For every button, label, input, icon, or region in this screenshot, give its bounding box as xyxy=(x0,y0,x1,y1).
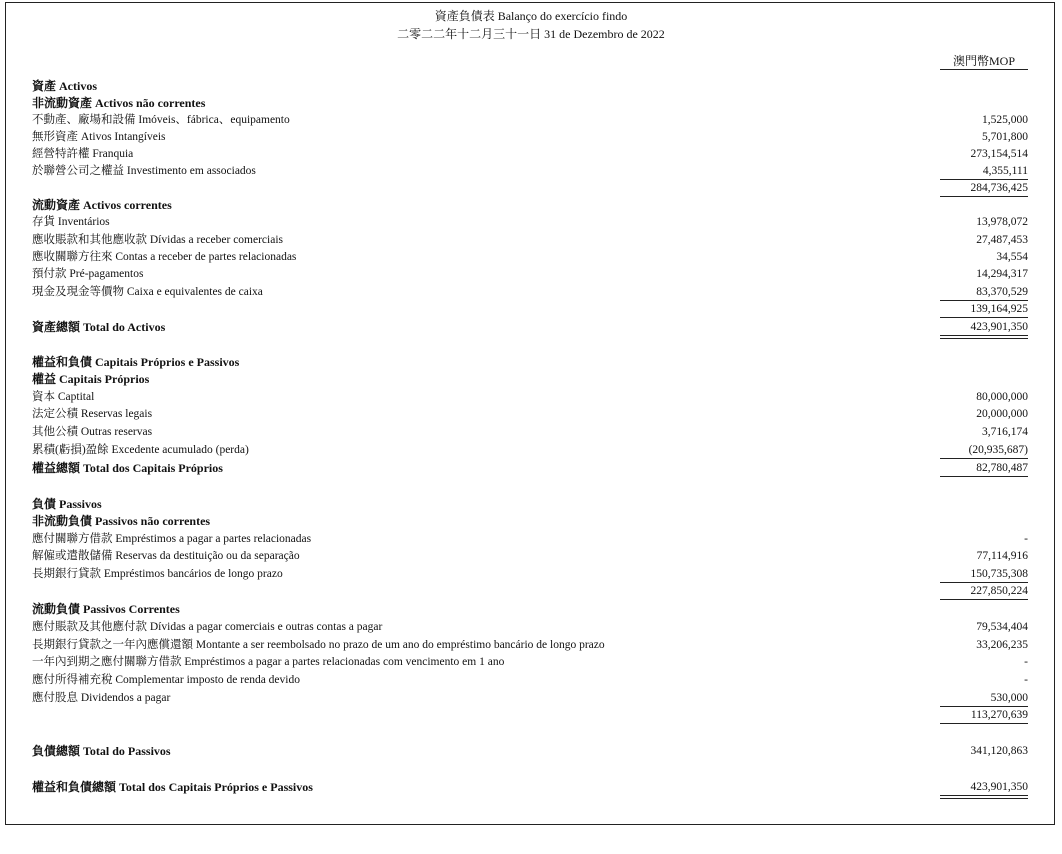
section-heading: 權益和負債 Capitais Próprios e Passivos xyxy=(32,355,240,369)
table-row xyxy=(32,637,1032,653)
table-row xyxy=(32,112,1032,128)
row-amount: - xyxy=(1024,533,1028,545)
row-label: 應收關聯方往來 Contas a receber de partes relacionadas xyxy=(32,251,297,263)
section-heading: 權益和負債總額 Total dos Capitais Próprios e Passivos xyxy=(32,780,313,794)
row-label: 應付所得補充稅 Complementar imposto de renda devido xyxy=(32,674,300,686)
table-row xyxy=(32,566,1032,582)
row-label: 一年內到期之應付關聯方借款 Empréstimos a pagar a partes relacionadas com vencimento em 1 ano xyxy=(32,656,505,668)
section-heading: 負債 Passivos xyxy=(32,497,102,511)
table-row xyxy=(32,654,1032,670)
table-row xyxy=(32,406,1032,422)
row-amount: 3,716,174 xyxy=(982,426,1028,438)
single-underline xyxy=(940,317,1028,318)
row-amount: 341,120,863 xyxy=(970,745,1028,757)
row-amount: - xyxy=(1024,656,1028,668)
row-label: 不動產、廠場和設備 Imóveis、fábrica、equipamento xyxy=(32,114,290,126)
table-row xyxy=(32,531,1032,547)
row-label: 長期銀行貸款 Empréstimos bancários de longo prazo xyxy=(32,568,283,580)
table-row xyxy=(32,690,1032,706)
table-row xyxy=(32,513,1032,529)
table-row xyxy=(32,180,1032,196)
currency-header: 澳門幣MOP xyxy=(940,54,1028,70)
row-amount: 423,901,350 xyxy=(970,321,1028,333)
table-row xyxy=(32,249,1032,265)
table-row xyxy=(32,743,1032,759)
row-label: 應收賬款和其他應收款 Dívidas a receber comerciais xyxy=(32,234,284,246)
row-label: 應付股息 Dividendos a pagar xyxy=(32,692,171,704)
row-label: 資本 Captital xyxy=(32,391,95,403)
table-row xyxy=(32,371,1032,387)
row-amount: 227,850,224 xyxy=(970,585,1028,597)
row-amount: 139,164,925 xyxy=(970,303,1028,315)
single-underline xyxy=(940,599,1028,600)
table-row xyxy=(32,146,1032,162)
table-row xyxy=(32,78,1032,94)
row-label: 長期銀行貸款之一年內應償還額 Montante a ser reembolsado no prazo de um ano do empréstimo bancário de longo prazo xyxy=(32,639,605,651)
single-underline xyxy=(940,723,1028,724)
table-row xyxy=(32,583,1032,599)
table-row xyxy=(32,284,1032,300)
row-amount: 150,735,308 xyxy=(970,568,1028,580)
section-heading: 資產總額 Total do Activos xyxy=(32,320,166,334)
section-heading: 資產 Activos xyxy=(32,79,97,93)
row-amount: 4,355,111 xyxy=(982,165,1028,177)
row-amount: 77,114,916 xyxy=(976,550,1028,562)
table-row xyxy=(32,214,1032,230)
row-amount: 14,294,317 xyxy=(976,268,1028,280)
table-row xyxy=(32,301,1032,317)
table-row xyxy=(32,95,1032,111)
row-label: 現金及現金等價物 Caixa e equivalentes de caixa xyxy=(32,286,263,298)
row-amount: 5,701,800 xyxy=(982,131,1028,143)
section-heading: 非流動資產 Activos não correntes xyxy=(32,96,206,110)
table-row xyxy=(32,354,1032,370)
section-heading: 流動負債 Passivos Correntes xyxy=(32,602,180,616)
row-amount: 113,270,639 xyxy=(970,709,1028,721)
row-amount: 33,206,235 xyxy=(976,639,1028,651)
table-row xyxy=(32,319,1032,335)
row-label: 解僱或遣散儲備 Reservas da destituição ou da separação xyxy=(32,550,300,562)
row-amount: 20,000,000 xyxy=(976,408,1028,420)
table-row xyxy=(32,266,1032,282)
row-label: 存貨 Inventários xyxy=(32,216,110,228)
double-underline xyxy=(940,335,1028,339)
row-amount: (20,935,687) xyxy=(968,444,1028,456)
row-amount: 34,554 xyxy=(996,251,1028,263)
row-label: 累積(虧損)盈餘 Excedente acumulado (perda) xyxy=(32,444,249,456)
statement-date: 二零二二年十二月三十一日 31 de Dezembro de 2022 xyxy=(397,27,665,41)
row-amount: 273,154,514 xyxy=(970,148,1028,160)
table-row xyxy=(32,707,1032,723)
row-amount: 80,000,000 xyxy=(976,391,1028,403)
single-underline xyxy=(940,458,1028,459)
table-row xyxy=(32,442,1032,458)
row-amount: 530,000 xyxy=(990,692,1028,704)
row-amount: 79,534,404 xyxy=(976,621,1028,633)
section-heading: 權益 Capitais Próprios xyxy=(32,372,150,386)
table-row xyxy=(32,460,1032,476)
table-row xyxy=(32,424,1032,440)
row-amount: - xyxy=(1024,674,1028,686)
table-row xyxy=(32,601,1032,617)
row-amount: 423,901,350 xyxy=(970,781,1028,793)
row-label: 其他公積 Outras reservas xyxy=(32,426,153,438)
row-label: 預付款 Pré-pagamentos xyxy=(32,268,144,280)
row-amount: 82,780,487 xyxy=(976,462,1028,474)
row-label: 無形資產 Ativos Intangíveis xyxy=(32,131,166,143)
double-underline xyxy=(940,795,1028,799)
table-row xyxy=(32,779,1032,795)
section-heading: 非流動負債 Passivos não correntes xyxy=(32,514,211,528)
row-amount: 13,978,072 xyxy=(976,216,1028,228)
row-amount: 1,525,000 xyxy=(982,114,1028,126)
table-row xyxy=(32,496,1032,512)
row-label: 應付關聯方借款 Empréstimos a pagar a partes relacionadas xyxy=(32,533,312,545)
row-label: 於聯營公司之權益 Investimento em associados xyxy=(32,165,256,177)
section-heading: 流動資產 Activos correntes xyxy=(32,198,172,212)
table-row xyxy=(32,672,1032,688)
table-row xyxy=(32,548,1032,564)
statement-title: 資產負債表 Balanço do exercício findo xyxy=(434,9,628,23)
table-row xyxy=(32,619,1032,635)
section-heading: 負債總額 Total do Passivos xyxy=(32,744,171,758)
row-amount: 284,736,425 xyxy=(970,182,1028,194)
table-row xyxy=(32,129,1032,145)
row-label: 應付賬款及其他應付款 Dívidas a pagar comerciais e outras contas a pagar xyxy=(32,621,383,633)
table-row xyxy=(32,197,1032,213)
table-row xyxy=(32,163,1032,179)
row-label: 經營特許權 Franquia xyxy=(32,148,134,160)
table-row xyxy=(32,389,1032,405)
section-heading: 權益總額 Total dos Capitais Próprios xyxy=(32,461,223,475)
row-amount: 27,487,453 xyxy=(976,234,1028,246)
row-label: 法定公積 Reservas legais xyxy=(32,408,153,420)
table-row xyxy=(32,232,1032,248)
single-underline xyxy=(940,476,1028,477)
row-amount: 83,370,529 xyxy=(976,286,1028,298)
